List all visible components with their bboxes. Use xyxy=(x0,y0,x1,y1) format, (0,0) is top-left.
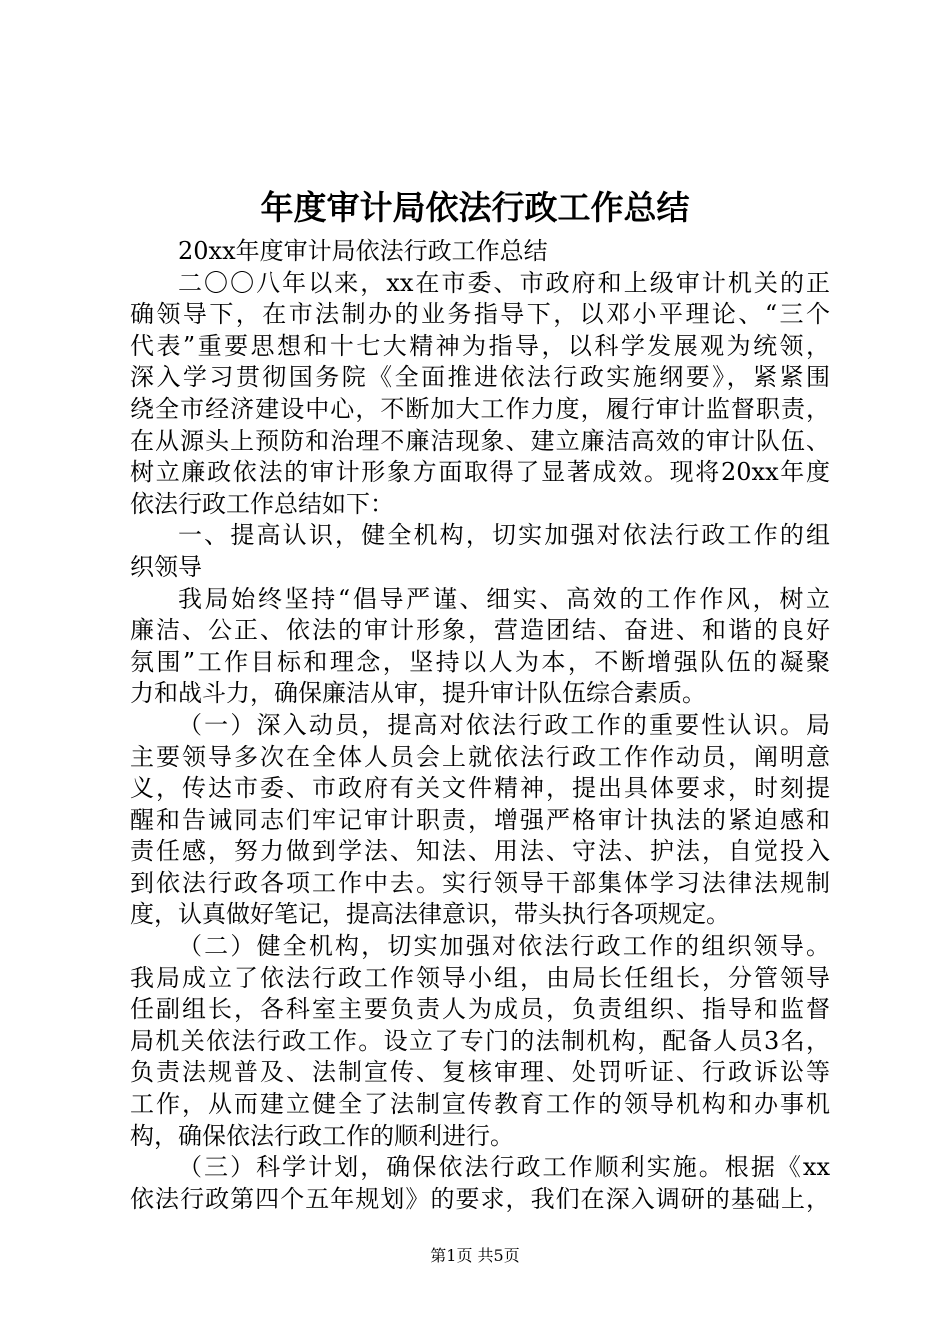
document-title: 年度审计局依法行政工作总结 xyxy=(260,188,690,227)
body-line: 力和战斗力，确保廉洁从审，提升审计队伍综合素质。 xyxy=(130,679,706,708)
body-line: 代表”重要思想和十七大精神为指导，以科学发展观为统领， xyxy=(130,331,830,360)
body-line: 氛围”工作目标和理念，坚持以人为本，不断增强队伍的凝聚 xyxy=(130,647,830,676)
body-line: 负责法规普及、法制宣传、复核审理、处罚听证、行政诉讼等 xyxy=(130,1058,830,1087)
body-line: 二〇〇八年以来，xx在市委、市政府和上级审计机关的正 xyxy=(178,268,830,297)
body-line: 20xx年度审计局依法行政工作总结 xyxy=(178,237,548,265)
body-line: 一、提高认识，健全机构，切实加强对依法行政工作的组 xyxy=(178,521,830,550)
body-line: 深入学习贯彻国务院《全面推进依法行政实施纲要》，紧紧围 xyxy=(130,363,830,392)
body-line: 醒和告诫同志们牢记审计职责，增强严格审计执法的紧迫感和 xyxy=(130,805,830,834)
body-line: 依法行政第四个五年规划》的要求，我们在深入调研的基础上， xyxy=(130,1184,830,1213)
body-line: 我局成立了依法行政工作领导小组，由局长任组长，分管领导 xyxy=(130,963,830,992)
body-line: 工作，从而建立健全了法制宣传教育工作的领导机构和办事机 xyxy=(130,1090,830,1119)
body-line: （三）科学计划，确保依法行政工作顺利实施。根据《xx xyxy=(178,1153,830,1182)
body-line: 廉洁、公正、依法的审计形象，营造团结、奋进、和谐的良好 xyxy=(130,616,830,645)
body-line: 树立廉政依法的审计形象方面取得了显著成效。现将20xx年度 xyxy=(130,458,830,487)
body-line: 主要领导多次在全体人员会上就依法行政工作作动员，阐明意 xyxy=(130,742,830,771)
body-line: 责任感，努力做到学法、知法、用法、守法、护法，自觉投入 xyxy=(130,837,830,866)
body-line: 在从源头上预防和治理不廉洁现象、建立廉洁高效的审计队伍、 xyxy=(130,426,830,455)
body-line: 义，传达市委、市政府有关文件精神，提出具体要求，时刻提 xyxy=(130,774,830,803)
body-line: 构，确保依法行政工作的顺利进行。 xyxy=(130,1121,514,1150)
body-line: （一）深入动员，提高对依法行政工作的重要性认识。局 xyxy=(178,710,830,739)
body-line: 织领导 xyxy=(130,552,202,581)
body-line: 到依法行政各项工作中去。实行领导干部集体学习法律法规制 xyxy=(130,868,830,897)
body-line: 度，认真做好笔记，提高法律意识，带头执行各项规定。 xyxy=(130,900,730,929)
body-line: 我局始终坚持“倡导严谨、细实、高效的工作作风，树立 xyxy=(178,584,830,613)
body-line: 任副组长，各科室主要负责人为成员，负责组织、指导和监督 xyxy=(130,995,830,1024)
body-line: （二）健全机构，切实加强对依法行政工作的组织领导。 xyxy=(178,932,830,961)
page-footer: 第1页 共5页 xyxy=(430,1246,520,1265)
body-line: 局机关依法行政工作。设立了专门的法制机构，配备人员3名， xyxy=(130,1026,830,1055)
body-line: 绕全市经济建设中心，不断加大工作力度，履行审计监督职责， xyxy=(130,394,830,423)
body-line: 确领导下，在市法制办的业务指导下，以邓小平理论、“三个 xyxy=(130,300,830,329)
document-body xyxy=(130,236,830,1215)
body-line: 依法行政工作总结如下： xyxy=(130,489,394,518)
